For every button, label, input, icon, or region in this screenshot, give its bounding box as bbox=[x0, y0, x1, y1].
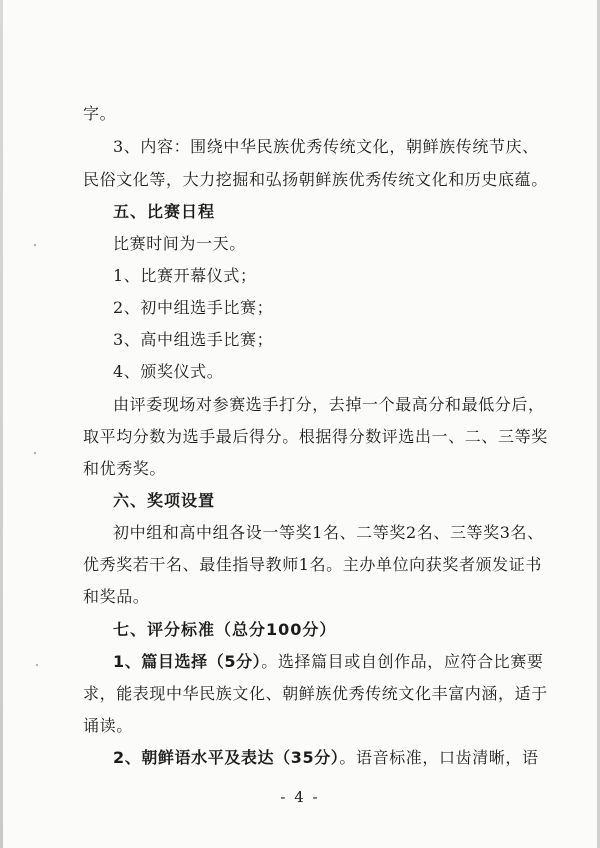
criterion-title: 2、朝鲜语水平及表达（35分） bbox=[113, 748, 340, 767]
section-heading-schedule: 五、比赛日程 bbox=[113, 202, 216, 221]
text-line: 比赛时间为一天。 bbox=[113, 234, 246, 253]
text-line: 初中组和高中组各设一等奖1名、二等奖2名、三等奖3名、 bbox=[113, 523, 544, 542]
text-line: 诵读。 bbox=[83, 716, 133, 735]
text-line bbox=[113, 652, 543, 672]
text-line: 取平均分数为选手最后得分。根据得分数评选出一、二、三等奖 bbox=[83, 427, 548, 446]
criterion-title: 1、篇目选择（5分） bbox=[113, 652, 262, 671]
list-item: 2、初中组选手比赛； bbox=[113, 298, 274, 317]
text-line: 和奖品。 bbox=[83, 587, 150, 606]
text-line: 字。 bbox=[83, 104, 117, 123]
text-line: 民俗文化等，大力挖掘和弘扬朝鲜族优秀传统文化和历史底蕴。 bbox=[83, 170, 548, 189]
section-heading-scoring: 七、评分标准（总分100分） bbox=[113, 620, 337, 639]
section-heading-awards: 六、奖项设置 bbox=[113, 491, 216, 510]
list-item: 1、比赛开幕仪式； bbox=[113, 266, 257, 285]
list-item: 4、颁奖仪式。 bbox=[113, 362, 224, 381]
text-line: 3、内容：围绕中华民族优秀传统文化，朝鲜族传统节庆、 bbox=[113, 137, 539, 156]
scan-speck bbox=[34, 244, 36, 246]
criterion-text: 。选择篇目或自创作品，应符合比赛要 bbox=[261, 652, 544, 671]
list-item: 3、高中组选手比赛； bbox=[113, 330, 274, 349]
text-line: 由评委现场对参赛选手打分，去掉一个最高分和最低分后， bbox=[113, 395, 545, 414]
page-number: - 4 - bbox=[280, 788, 320, 806]
text-line: 求，能表现中华民族文化、朝鲜族优秀传统文化丰富内涵，适于 bbox=[83, 684, 548, 703]
text-line: 优秀奖若干名、最佳指导教师1名。主办单位向获奖者颁发证书 bbox=[83, 555, 542, 574]
scan-edge-left bbox=[0, 0, 3, 848]
scan-speck bbox=[36, 664, 38, 666]
scan-speck bbox=[34, 452, 36, 454]
criterion-text: 。语音标准，口齿清晰，语 bbox=[339, 748, 539, 767]
text-line bbox=[113, 748, 539, 768]
text-line: 和优秀奖。 bbox=[83, 459, 167, 478]
